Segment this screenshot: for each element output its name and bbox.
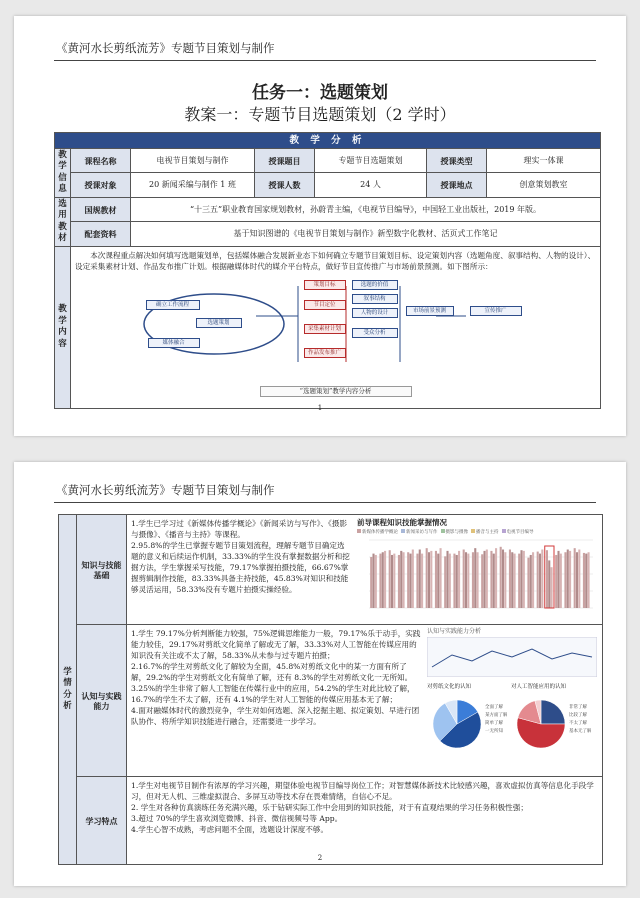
- row-label-knowledge: 知识与技能基础: [77, 515, 127, 625]
- header-divider: [54, 60, 596, 61]
- bar-s0-4: [407, 553, 409, 609]
- diagram-box-6: 作品发布推广: [304, 348, 346, 358]
- legend-item-3: 播音与主持: [471, 529, 499, 537]
- bar-s1-16: [520, 551, 522, 609]
- bar-s1-10: [465, 553, 467, 609]
- analysis-table: [54, 132, 601, 409]
- bar-s0-1: [379, 554, 381, 608]
- pie2-svg: [511, 692, 591, 754]
- bar-s1-2: [391, 555, 393, 608]
- bar-s1-12: [483, 551, 485, 608]
- diagram-box-11: 市场前景预测: [406, 306, 454, 316]
- diagram-box-9: 人物的设计: [352, 308, 398, 318]
- bar-s0-5: [416, 554, 418, 608]
- bar-s0-20: [555, 555, 557, 608]
- bar-s2-11: [477, 553, 479, 609]
- type-label: 授课类型: [427, 149, 487, 173]
- page-number-1: 1: [317, 404, 323, 412]
- textbook-value: “十三五”职业教育国家规划教材，孙蔚青主编，《电视节目编导》，中国轻工业出版社，2019 年版。: [131, 197, 601, 221]
- diagram-box-7: 选题的价值: [352, 280, 398, 290]
- bar-s1-0: [372, 554, 374, 608]
- pie1-label-2: 简单了解: [485, 720, 503, 726]
- page-header-2: 《黄河水长剪纸流芳》专题节目策划与制作: [56, 483, 275, 497]
- bar-s1-9: [456, 555, 458, 608]
- bar-s1-20: [557, 551, 559, 608]
- bar-s1-18: [539, 554, 541, 608]
- diagram-box-3: 策划目标: [304, 280, 346, 290]
- bar-s1-22: [576, 553, 578, 609]
- legend-item-4: 电视节目编导: [502, 529, 534, 537]
- bar-s0-19: [546, 551, 548, 609]
- bar-s0-3: [398, 555, 400, 608]
- student-analysis-table: [58, 514, 603, 865]
- bar-s2-22: [578, 550, 580, 608]
- bar-s1-15: [511, 553, 513, 609]
- pie2-label-2: 不太了解: [569, 720, 587, 726]
- bar-s0-8: [444, 557, 446, 609]
- page-header: 《黄河水长剪纸流芳》专题节目策划与制作: [56, 41, 275, 55]
- cognition-charts: [427, 628, 598, 757]
- bar-s0-2: [389, 551, 391, 609]
- bar-s0-21: [564, 553, 566, 609]
- diagram-box-12: 宣传推广: [470, 306, 522, 316]
- pie2-label-3: 基本无了解: [569, 728, 591, 734]
- bar-s0-15: [509, 550, 511, 608]
- bar-chart-title: 前导课程知识技能掌握情况: [357, 518, 447, 527]
- count-value: 24 人: [315, 173, 427, 197]
- content-cell: [71, 246, 601, 408]
- line-chart-title: 认知与实践能力分析: [427, 628, 482, 635]
- diagram-box-4: 节目定位: [304, 300, 346, 310]
- bar-s0-16: [518, 554, 520, 608]
- bar-s2-16: [523, 551, 525, 608]
- pie2-label-0: 非常了解: [569, 704, 587, 710]
- bar-s1-13: [493, 554, 495, 608]
- bar-s0-18: [537, 552, 539, 608]
- line-chart-svg: [427, 637, 597, 677]
- count-label: 授课人数: [255, 173, 315, 197]
- bar-s1-5: [419, 550, 421, 608]
- bar-s0-11: [472, 553, 474, 609]
- bar-s1-21: [567, 550, 569, 608]
- pie2-slice-0: [541, 700, 565, 724]
- bar-s2-1: [384, 551, 386, 608]
- legend-item-2: 摄影与摄像: [441, 529, 469, 537]
- bar-s2-7: [440, 549, 442, 609]
- bar-s1-23: [585, 554, 587, 608]
- bar-s2-14: [504, 553, 506, 609]
- row-text-knowledge: 1.学生已学习过《新媒体传播学概论》《新闻采访与写作》、《摄影与摄像》、《播音与主持》等课程。 2.95.8%的学生已掌握专题节目策划流程，理解专题节目确定选题的意义和后续运作机制，33.33%的学生没有掌握数据分析和挖掘方法，学生掌握采写技能，79.17%掌握拍摄技能，66.67%掌握剪辑制作技能，83.33%具备主持技能，45.83%对知识和技能够灵活运用，58.33%没有专题片拍摄实操经验。: [131, 519, 350, 594]
- pie1-label-0: 全面了解: [485, 704, 503, 710]
- pie2: [511, 684, 591, 757]
- side-label-content: 教学内容: [55, 246, 71, 408]
- target-label: 授课对象: [71, 173, 131, 197]
- page-1: [14, 16, 626, 436]
- content-text: 本次课程重点解决如何填写选题策划单，包括媒体融合发展新业态下如何确立专题节目策划目标、设定策划内容（选题角度、叙事结构、人物的设计）、设定采集素材计划、作品发布推广计划。根据融媒体时代的媒介平台特点，做好节目宣传推广与市场前景预测。如下图所示：: [75, 250, 596, 271]
- bar-s2-0: [375, 555, 377, 608]
- row-text-cognition: 1.学生 79.17%分析判断能力较强，75%逻辑思维能力一般，79.17%乐于动手，实践能力较佳，29.17%对剪纸文化简单了解或无了解，33.33%对人工智能在传媒应用的知识没有关注或不太了解，58.33%从未参与过专题片拍摄； 2.16.7%的学生对剪纸文化了解较为全面，45.8%对剪纸文化中的某一方面有所了解，29.2%的学生对剪纸文化有简单了解，还有 8.3%的学生对剪纸文化一无所知。 3.25%的学生非常了解人工智能在传媒行业中的应用，54.2%的学生对此比较了解，16.7%的学生不太了解，还有 4.1%的学生对人工智能的传媒应用基本无了解； 4.面对融媒体时代的激烈竞争，学生对如何选题、深入挖掘主题、拟定策划、早进行团队协作、将所学知识技能进行融合，还需要进一步学习。: [131, 629, 421, 726]
- pie2-title: 对人工智能应用的认知: [511, 683, 567, 690]
- bar-s0-10: [463, 550, 465, 608]
- course-name-label: 课程名称: [71, 149, 131, 173]
- place-label: 授课地点: [427, 173, 487, 197]
- bar-s2-17: [532, 553, 534, 609]
- bar-s2-19: [551, 568, 553, 609]
- bar-s2-6: [430, 551, 432, 608]
- row-text-learning: 1.学生对电视节目制作有浓厚的学习兴趣，期望体验电视节目编导岗位工作；对智慧媒体新技术比较感兴趣，喜欢虚拟仿真等信息化手段学习，但对无人机、三维虚拟混合、多屏互动等技术存在畏难情绪，自信心不足。 2. 学生对各种仿真演练任务充满兴趣，乐于钻研实际工作中会用到的知识技能，对于有直观结果的学习任务积极性强； 3.超过 70%的学生喜欢浏览微博、抖音、微信视频号等 App。 4.学生心智不成熟，考虑问题不全面，选题设计深度不够。: [127, 777, 603, 865]
- diagram-box-1: 选题策划: [196, 318, 242, 328]
- target-value: 20 新闻采编与制作 1 班: [131, 173, 255, 197]
- legend-item-0: 新媒体传播学概论: [357, 529, 398, 537]
- bar-s2-3: [403, 553, 405, 609]
- bar-s1-7: [437, 554, 439, 608]
- bar-s2-23: [588, 553, 590, 609]
- bar-s2-9: [458, 551, 460, 608]
- topic-value: 专题节目选题策划: [315, 149, 427, 173]
- bar-s2-10: [467, 554, 469, 608]
- bar-s2-4: [412, 550, 414, 608]
- diagram-box-5: 采集素材计划: [304, 324, 346, 334]
- bar-s1-6: [428, 553, 430, 609]
- bar-s1-14: [502, 550, 504, 608]
- diagram-box-0: 确立工作流程: [146, 300, 200, 310]
- bar-s2-20: [560, 554, 562, 608]
- diagram-caption: “选题策划”教学内容分析: [260, 386, 412, 397]
- diagram-box-2: 媒体融合: [148, 338, 200, 348]
- bar-chart-svg: [357, 536, 593, 614]
- row-label-learning: 学习特点: [77, 777, 127, 865]
- pie2-label-1: 比较了解: [569, 712, 587, 718]
- bar-s0-14: [500, 547, 502, 608]
- task-title: 任务一：选题策划: [252, 83, 388, 103]
- pie1-label-3: 一无所知: [485, 728, 503, 734]
- lesson-title: 教案一：专题节目选题策划（2 学时）: [184, 105, 456, 124]
- bar-s0-12: [481, 555, 483, 609]
- bar-s0-6: [426, 549, 428, 609]
- bar-s0-13: [490, 551, 492, 608]
- page-2: [14, 462, 626, 886]
- bar-s2-13: [495, 549, 497, 609]
- row-cell-cognition: [127, 625, 603, 777]
- bar-s2-15: [514, 554, 516, 608]
- bar-s1-8: [446, 551, 448, 608]
- textbook-label: 国规教材: [71, 197, 131, 221]
- header-divider-2: [54, 502, 596, 503]
- legend-item-1: 新闻采访与写作: [401, 529, 438, 537]
- course-name-value: 电视节目策划与制作: [131, 149, 255, 173]
- place-value: 创意策划教室: [487, 173, 601, 197]
- diagram-box-10: 受众分析: [352, 328, 398, 338]
- content-diagram: [136, 276, 536, 394]
- type-value: 理实一体课: [487, 149, 601, 173]
- side-label-info: 教学信息: [55, 149, 71, 198]
- bar-s1-19: [548, 561, 550, 609]
- topic-label: 授课题目: [255, 149, 315, 173]
- page-number-2: 2: [317, 854, 323, 862]
- side-label-materials: 选用教材: [55, 197, 71, 246]
- bar-s0-0: [370, 557, 372, 608]
- bar-s2-8: [449, 554, 451, 608]
- bar-s2-2: [393, 554, 395, 608]
- row-label-cognition: 认知与实践能力: [77, 625, 127, 777]
- bar-s1-3: [400, 551, 402, 608]
- bar-s0-7: [435, 551, 437, 608]
- pie1-svg: [427, 692, 507, 754]
- bar-s2-21: [569, 551, 571, 608]
- resource-value: 基于知识图谱的《电视节目策划与制作》新型数字化教材、活页式工作笔记: [131, 222, 601, 246]
- section-title: 教 学 分 析: [55, 133, 601, 149]
- bar-s1-17: [530, 555, 532, 608]
- bar-s1-11: [474, 549, 476, 609]
- bar-s0-9: [453, 554, 455, 608]
- diagram-box-8: 叙事结构: [352, 294, 398, 304]
- bar-s1-4: [409, 554, 411, 608]
- bar-s0-17: [527, 558, 529, 608]
- row-cell-knowledge: [127, 515, 603, 625]
- bar-chart-legend: [357, 529, 598, 537]
- bar-s1-1: [382, 553, 384, 609]
- pie1-title: 对剪纸文化的认知: [427, 683, 472, 690]
- pie1-label-1: 某方面了解: [485, 712, 507, 718]
- bar-s2-18: [541, 550, 543, 608]
- bar-s2-12: [486, 550, 488, 608]
- pie1: [427, 684, 507, 757]
- resource-label: 配套资料: [71, 222, 131, 246]
- side-label-student: 学情分析: [59, 515, 77, 865]
- bar-s0-23: [583, 553, 585, 608]
- bar-chart: [357, 518, 598, 617]
- bar-s2-5: [421, 554, 423, 608]
- bar-s0-22: [574, 549, 576, 609]
